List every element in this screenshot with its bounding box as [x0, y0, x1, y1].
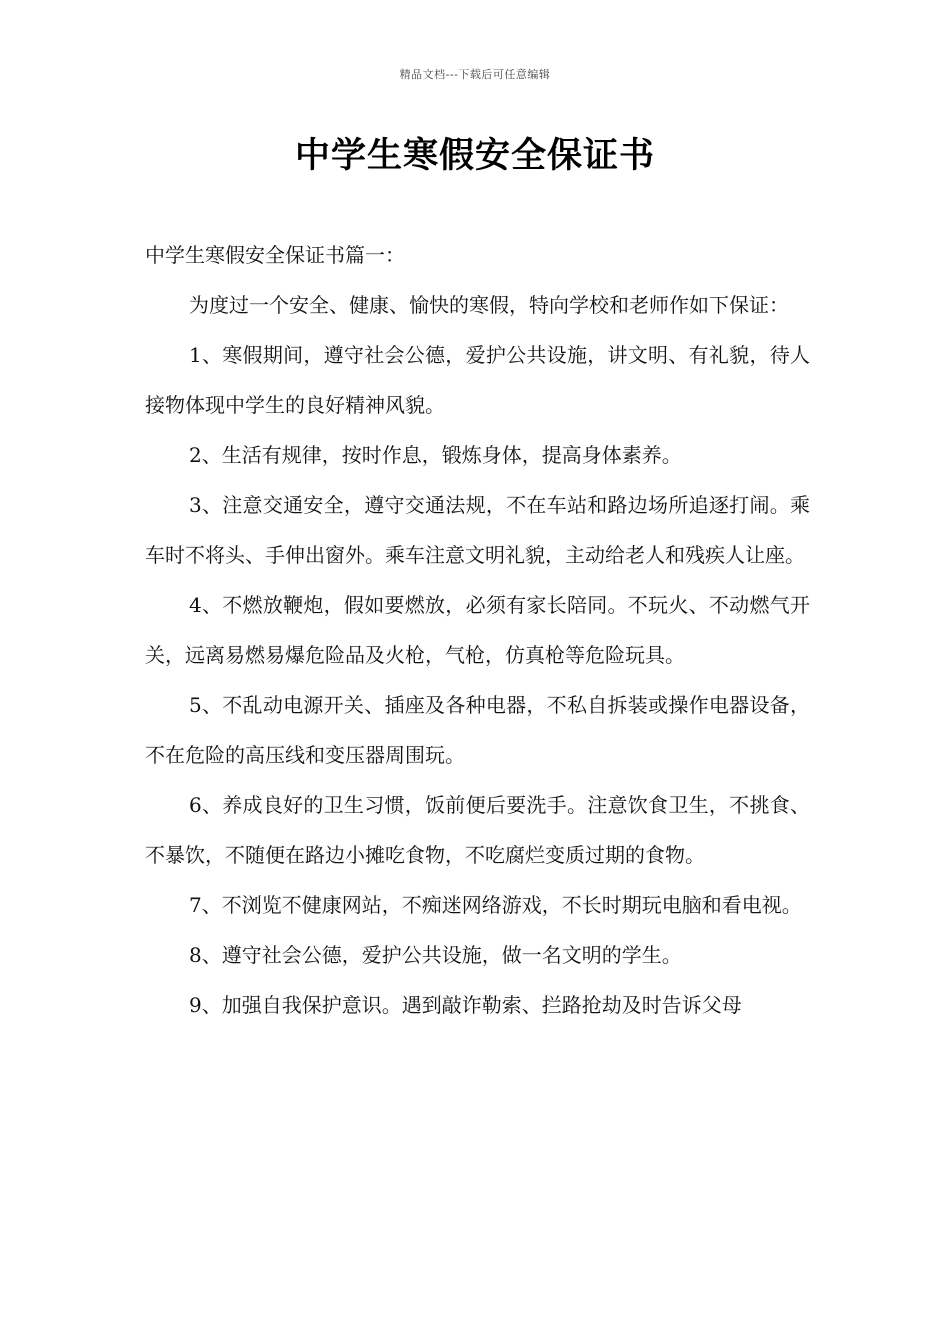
paragraph-item-6: 6、养成良好的卫生习惯，饭前便后要洗手。注意饮食卫生，不挑食、不暴饮，不随便在路边小摊吃食物，不吃腐烂变质过期的食物。 — [145, 793, 810, 867]
paragraph-item-5: 5、不乱动电源开关、插座及各种电器，不私自拆装或操作电器设备，不在危险的高压线和变压器周围玩。 — [145, 693, 810, 767]
page-title: 中学生寒假安全保证书 — [294, 136, 655, 176]
paragraph-item-7: 7、不浏览不健康网站，不痴迷网络游戏，不长时期玩电脑和看电视。 — [189, 893, 802, 917]
section-heading: 中学生寒假安全保证书篇一： — [145, 243, 405, 267]
paragraph-item-2: 2、生活有规律，按时作息，锻炼身体，提高身体素养。 — [189, 443, 682, 467]
paragraph-item-9: 9、加强自我保护意识。遇到敲诈勒索、拦路抢劫及时告诉父母 — [189, 993, 742, 1017]
document-body — [145, 230, 810, 1030]
paragraph-intro: 为度过一个安全、健康、愉快的寒假，特向学校和老师作如下保证： — [189, 293, 789, 317]
paragraph-item-1: 1、寒假期间，遵守社会公德，爱护公共设施，讲文明、有礼貌，待人接物体现中学生的良好精神风貌。 — [145, 343, 810, 417]
paragraph-item-3: 3、注意交通安全，遵守交通法规，不在车站和路边场所追逐打闹。乘车时不将头、手伸出窗外。乘车注意文明礼貌，主动给老人和残疾人让座。 — [145, 493, 810, 567]
paragraph-item-4: 4、不燃放鞭炮，假如要燃放，必须有家长陪同。不玩火、不动燃气开关，远离易燃易爆危险品及火枪，气枪，仿真枪等危险玩具。 — [145, 593, 810, 667]
header-note: 精品文档---下载后可任意编辑 — [399, 68, 551, 81]
paragraph-item-8: 8、遵守社会公德，爱护公共设施，做一名文明的学生。 — [189, 943, 682, 967]
